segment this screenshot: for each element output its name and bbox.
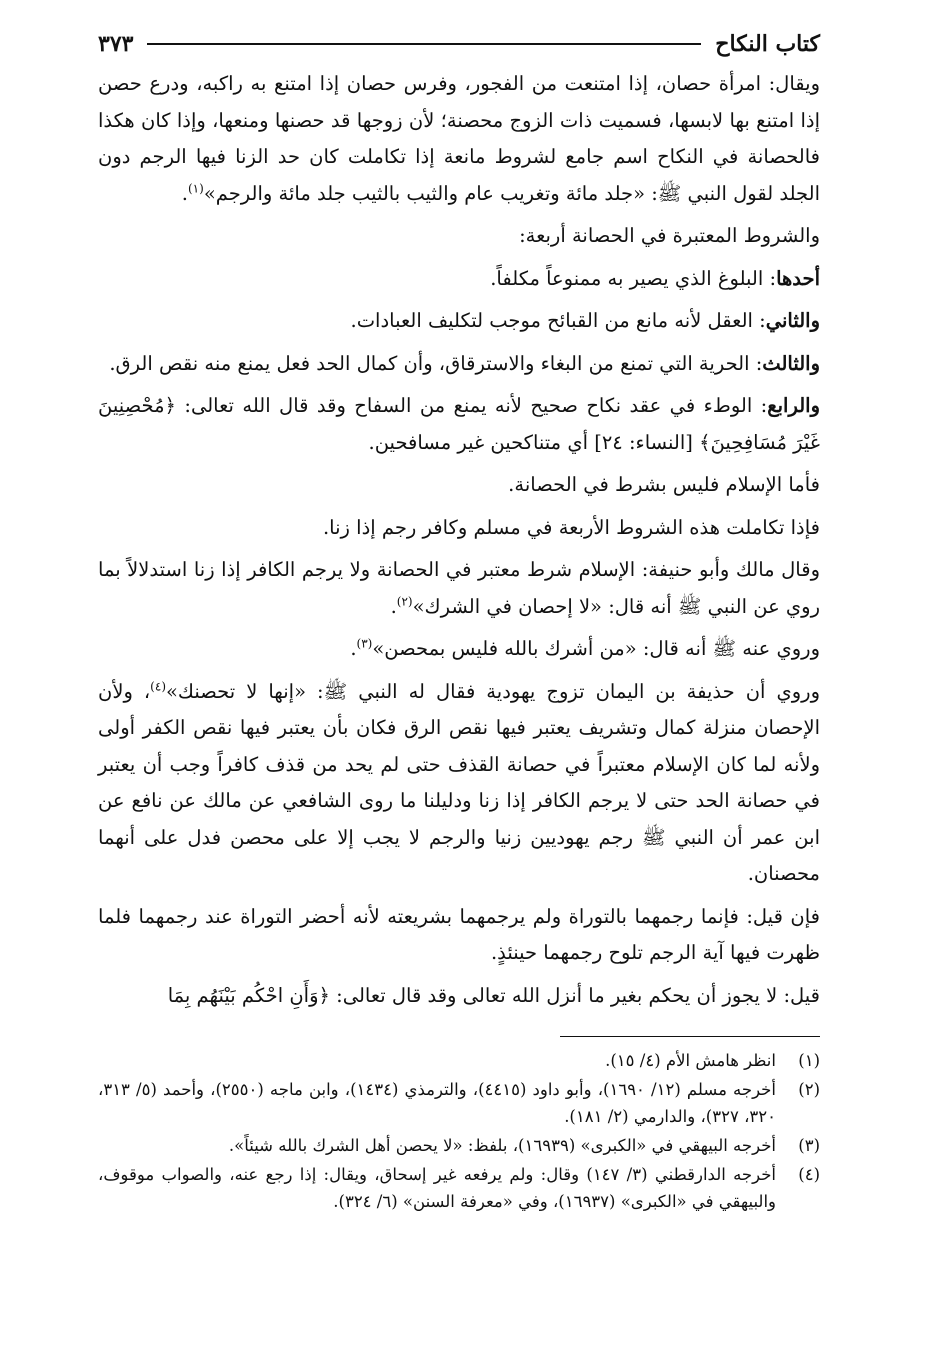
quran-verse: ﴿وَأَنِ احْكُم بَيْنَهُم بِمَا	[167, 983, 330, 1007]
footnote-ref[interactable]: (١)	[187, 181, 204, 195]
footnote-number: (٤)	[798, 1165, 820, 1184]
main-text	[98, 66, 820, 1014]
condition-label: والرابع	[767, 394, 820, 417]
footnote	[98, 1076, 820, 1130]
paragraph: وروي عنه ﷺ أنه قال: «من أشرك بالله فليس بمحصن»$^{(٣)}$.	[350, 636, 820, 660]
condition-label: أحدها	[776, 266, 820, 290]
paragraph: والشروط المعتبرة في الحصانة أربعة:	[519, 224, 820, 247]
condition-item: والثالث: الحرية التي تمنع من البغاء والاسترقاق، وأن كمال الحد فعل يمنع منه نقص الرق.	[109, 351, 820, 375]
footnote-number: (٣)	[798, 1136, 820, 1155]
footnote-text: أخرجه الدارقطني (٣/ ١٤٧) وقال: ولم يرفعه غير إسحاق، ويقال: إذا رجع عنه، والصواب موقوف، والبيهقي في «الكبرى» (١٦٩٣٧)، وفي «معرفة السنن» (٦/ ٣٢٤).	[98, 1165, 777, 1211]
paragraph: قيل: لا يجوز أن يحكم بغير ما أنزل الله تعالى وقد قال تعالى: ﴿وَأَنِ احْكُم بَيْنَهُم بِمَا	[167, 983, 820, 1007]
condition-item: أحدها: البلوغ الذي يصير به ممنوعاً مكلفاً.	[490, 266, 820, 290]
footnote	[98, 1161, 820, 1215]
condition-item: والثاني: العقل لأنه مانع من القبائح موجب لتكليف العبادات.	[350, 309, 820, 332]
paragraph: فأما الإسلام فليس بشرط في الحصانة.	[508, 473, 820, 496]
footnote-text: أخرجه مسلم (١٢/ ١٦٩٠)، وأبو داود (٤٤١٥)، والترمذي (١٤٣٤)، وابن ماجه (٢٥٥٠)، وأحمد (٥/ ٣١٣، ٣٢٠، ٣٢٧)، والدارمي (٢/ ١٨١).	[98, 1080, 776, 1126]
footnote-ref[interactable]: (٤)	[150, 679, 166, 693]
footnotes	[98, 1047, 820, 1215]
footnote-number: (١)	[798, 1051, 820, 1070]
footnote-ref[interactable]: (٢)	[396, 594, 413, 608]
book-page	[98, 22, 820, 1342]
header-rule	[147, 43, 701, 45]
paragraph: وروي أن حذيفة بن اليمان تزوج يهودية فقال له النبي ﷺ: «إنها لا تحصنك»$^{(٤)}$، ولأن الإحصان منزلة كمال وتشريف يعتبر فيها نقص الرق فكان بأن يعتبر فيها نقص الكفر أولى ولأنه لما كان الإسلام معتبراً في حصانة القذف حتى لم يحد من قذف كافراً وجب أن يعتبر في حصانة الحد حتى لا يرجم الكافر إذا زنا ودليلنا ما روى الشافعي عن مالك عن نافع عن ابن عمر أن النبي ﷺ رجم يهوديين زنيا والرجم لا يجب إلا على محصن فدل على أنهما محصنان.	[98, 679, 820, 885]
book-title: كتاب النكاح	[715, 31, 820, 57]
paragraph: فإن قيل: فإنما رجمهما بالتوراة ولم يرجمهما بشريعته لأنه أحضر التوراة عند رجمهما فلما ظهرت فيها آية الرجم تلوح رجمهما حينئذٍ.	[98, 904, 820, 964]
footnote-text: انظر هامش الأم (٤/ ١٥).	[605, 1051, 776, 1070]
page-number: ٣٧٣	[98, 31, 134, 57]
footnote-text: أخرجه البيهقي في «الكبرى» (١٦٩٣٩)، بلفظ: «لا يحصن أهل الشرك بالله شيئاً».	[228, 1136, 776, 1155]
paragraph: ويقال: امرأة حصان، إذا امتنعت من الفجور، وفرس حصان إذا امتنع به راكبه، ودرع حصن إذا امتنع بها لابسها، فسميت ذات الزوج محصنة؛ لأن زوجها قد حصنها ومنعها، وإذا كان هكذا فالحصانة في النكاح اسم جامع لشروط مانعة إذا تكاملت كان حد الزنا فيها الرجم دون الجلد لقول النبي ﷺ: «جلد مائة وتغريب عام والثيب بالثيب جلد مائة والرجم»$^{(١)}$.	[98, 72, 820, 205]
footnote-separator	[560, 1036, 820, 1037]
condition-label: والثالث	[762, 351, 820, 375]
condition-label: والثاني	[765, 309, 820, 332]
condition-item: والرابع: الوطء في عقد نكاح صحيح لأنه يمنع من السفاح وقد قال الله تعالى: ﴿مُحْصِنِينَ غَيْرَ مُسَافِحِينَ﴾ [النساء: ٢٤] أي متناكحين غير مسافحين.	[98, 394, 820, 454]
running-header	[98, 22, 820, 66]
paragraph: وقال مالك وأبو حنيفة: الإسلام شرط معتبر في الحصانة ولا يرجم الكافر إذا زنا استدلالاً بما روي عن النبي ﷺ أنه قال: «لا إحصان في الشرك»$^{(٢)}$.	[98, 558, 820, 618]
footnote	[98, 1132, 820, 1159]
footnote-ref[interactable]: (٣)	[356, 636, 373, 651]
footnote-number: (٢)	[798, 1080, 820, 1099]
quran-verse: ﴿مُحْصِنِينَ غَيْرَ مُسَافِحِينَ﴾	[98, 394, 820, 454]
paragraph: فإذا تكاملت هذه الشروط الأربعة في مسلم وكافر رجم إذا زنا.	[322, 515, 820, 539]
footnote	[98, 1047, 820, 1074]
